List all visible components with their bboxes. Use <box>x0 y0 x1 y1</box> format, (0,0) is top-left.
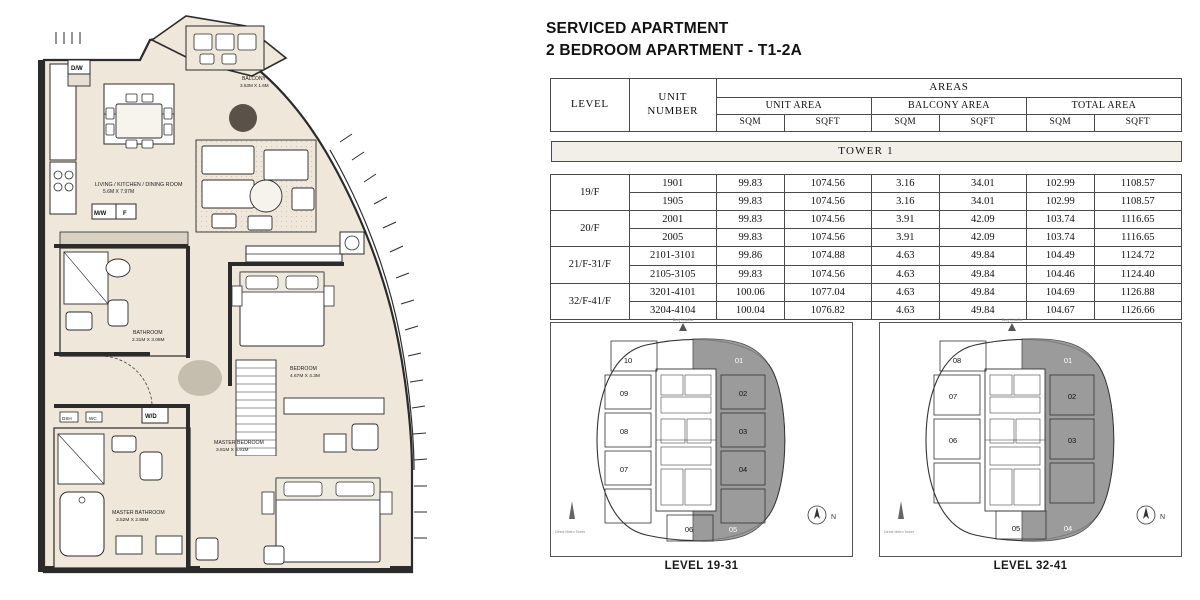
key-plan-left-drawing <box>551 317 852 556</box>
tower-band: TOWER 1 <box>551 141 1182 163</box>
cell-total-sqft: 1124.40 <box>1094 265 1181 283</box>
cell-total-sqft: 1108.57 <box>1094 174 1181 192</box>
cell-unit-sqm: 99.86 <box>716 247 784 265</box>
cell-total-sqm: 104.46 <box>1026 265 1094 283</box>
cell-unit-sqft: 1074.56 <box>784 229 871 247</box>
cell-unit-sqft: 1074.56 <box>784 174 871 192</box>
keyplan-unit-09: 09 <box>619 389 629 398</box>
header-level: LEVEL <box>551 79 630 132</box>
keyplan-unit-05: 05 <box>728 525 738 534</box>
cell-level: 19/F <box>551 174 630 210</box>
key-plan-level-19-31 <box>550 317 853 557</box>
header-total-sqm: SQM <box>1026 115 1094 132</box>
master-bedroom <box>196 440 392 568</box>
tower-note: Direct Metro Tower <box>555 530 586 534</box>
cell-unit-sqft: 1074.88 <box>784 247 871 265</box>
room-dims-bathroom: 2.31M X 3.08M <box>132 338 165 343</box>
header-total-area: TOTAL AREA <box>1026 97 1181 115</box>
header-balcony-area: BALCONY AREA <box>871 97 1026 115</box>
key-plan-caption-right: LEVEL 32-41 <box>993 560 1068 572</box>
cell-balcony-sqm: 4.63 <box>871 283 939 301</box>
cell-total-sqm: 104.67 <box>1026 301 1094 319</box>
landmark-marker-top <box>1002 317 1023 331</box>
cell-unit-sqm: 99.83 <box>716 265 784 283</box>
floor-plan-drawing <box>0 0 520 600</box>
header-unit-sqft: SQFT <box>784 115 871 132</box>
living-furniture <box>196 140 316 232</box>
keyplan-unit-02: 02 <box>738 389 748 398</box>
keyplan-unit-08: 08 <box>952 356 962 365</box>
room-label-master-bedroom: MASTER BEDROOM <box>214 440 264 446</box>
cell-unit: 2101-3101 <box>629 247 716 265</box>
cell-balcony-sqft: 34.01 <box>939 193 1026 211</box>
keyplan-unit-10: 10 <box>623 356 633 365</box>
floor-plan-panel <box>0 0 520 600</box>
cell-balcony-sqft: 49.84 <box>939 283 1026 301</box>
keyplan-unit-06: 06 <box>948 436 958 445</box>
key-plan-caption-left: LEVEL 19-31 <box>664 560 739 572</box>
cell-balcony-sqft: 42.09 <box>939 211 1026 229</box>
cell-unit-sqft: 1076.82 <box>784 301 871 319</box>
room-label-bedroom: BEDROOM <box>290 366 317 372</box>
cell-unit-sqm: 100.04 <box>716 301 784 319</box>
cell-unit-sqft: 1074.56 <box>784 211 871 229</box>
cell-unit-sqft: 1077.04 <box>784 283 871 301</box>
cell-total-sqft: 1126.88 <box>1094 283 1181 301</box>
room-label-bathroom: BATHROOM <box>133 330 163 336</box>
title-line-2: 2 BEDROOM APARTMENT - T1-2A <box>546 42 802 60</box>
cell-balcony-sqm: 3.91 <box>871 229 939 247</box>
header-total-sqft: SQFT <box>1094 115 1181 132</box>
key-plan-right-drawing <box>880 317 1181 556</box>
page-title <box>546 18 802 63</box>
keyplan-unit-05: 05 <box>1011 524 1021 533</box>
appliance-tag-dw: D/W <box>71 66 83 72</box>
keyplan-unit-01: 01 <box>1063 356 1073 365</box>
header-unit-number: UNIT NUMBER <box>629 79 716 132</box>
cell-balcony-sqm: 3.16 <box>871 193 939 211</box>
cell-level: 21/F-31/F <box>551 247 630 283</box>
room-dims-master-bedroom: 3.81M X 5.91M <box>216 448 249 453</box>
cell-unit: 2105-3105 <box>629 265 716 283</box>
bathroom <box>60 248 188 356</box>
cell-balcony-sqm: 4.63 <box>871 301 939 319</box>
header-unit-area: UNIT AREA <box>716 97 871 115</box>
cell-total-sqft: 1116.65 <box>1094 211 1181 229</box>
cell-unit-sqm: 99.83 <box>716 193 784 211</box>
cell-unit-sqft: 1074.56 <box>784 193 871 211</box>
cell-total-sqm: 102.99 <box>1026 174 1094 192</box>
cell-balcony-sqm: 4.63 <box>871 265 939 283</box>
keyplan-unit-08: 08 <box>619 427 629 436</box>
landmark-marker-tower <box>555 501 586 534</box>
header-balcony-sqft: SQFT <box>939 115 1026 132</box>
keyplan-unit-04: 04 <box>738 465 748 474</box>
cell-balcony-sqm: 4.63 <box>871 247 939 265</box>
cell-total-sqft: 1124.72 <box>1094 247 1181 265</box>
room-label-living: LIVING / KITCHEN / DINING ROOM <box>95 182 183 188</box>
cell-unit: 2005 <box>629 229 716 247</box>
table-row <box>551 247 1182 265</box>
table-row <box>551 229 1182 247</box>
cell-balcony-sqm: 3.91 <box>871 211 939 229</box>
cell-level: 20/F <box>551 211 630 247</box>
cell-unit: 1905 <box>629 193 716 211</box>
keyplan-unit-06: 06 <box>684 525 694 534</box>
cell-total-sqm: 103.74 <box>1026 229 1094 247</box>
cell-balcony-sqft: 49.84 <box>939 301 1026 319</box>
cell-balcony-sqft: 49.84 <box>939 265 1026 283</box>
room-label-master-bathroom: MASTER BATHROOM <box>112 510 165 516</box>
cell-total-sqm: 104.69 <box>1026 283 1094 301</box>
cell-unit: 1901 <box>629 174 716 192</box>
north-arrow-icon <box>1137 506 1165 524</box>
table-header-row-1 <box>551 79 1182 98</box>
table-row <box>551 193 1182 211</box>
north-arrow-icon <box>808 506 836 524</box>
key-plan-section <box>550 317 1182 574</box>
room-dims-master-bathroom: 3.52M X 2.85M <box>116 518 149 523</box>
north-label: N <box>1160 514 1166 521</box>
cell-balcony-sqft: 49.84 <box>939 247 1026 265</box>
keyplan-unit-07: 07 <box>619 465 629 474</box>
cell-unit-sqm: 99.83 <box>716 229 784 247</box>
wall-tag-wc: WC <box>89 416 97 421</box>
key-plan-level-32-41 <box>879 317 1182 557</box>
title-line-1: SERVICED APARTMENT <box>546 20 729 37</box>
cell-unit: 3204-4104 <box>629 301 716 319</box>
specification-panel <box>540 0 1200 600</box>
header-areas: AREAS <box>716 79 1181 98</box>
landmark-marker-top <box>673 317 694 331</box>
keyplan-unit-02: 02 <box>1067 392 1077 401</box>
master-bathroom <box>54 428 190 568</box>
room-label-balcony: BALCONY <box>242 76 266 82</box>
header-unit-sqm: SQM <box>716 115 784 132</box>
cell-balcony-sqft: 42.09 <box>939 229 1026 247</box>
cell-unit-sqm: 100.06 <box>716 283 784 301</box>
cell-balcony-sqm: 3.16 <box>871 174 939 192</box>
appliance-tag-f: F <box>123 211 127 217</box>
table-row <box>551 283 1182 301</box>
keyplan-unit-07: 07 <box>948 392 958 401</box>
appliance-tag-mw: M/W <box>94 211 107 217</box>
north-label: N <box>831 514 837 521</box>
table-row <box>551 174 1182 192</box>
tower-band-row <box>551 136 1182 171</box>
landmark-marker-tower <box>884 501 915 534</box>
cell-total-sqm: 104.49 <box>1026 247 1094 265</box>
tower-note: Direct Metro Tower <box>884 530 915 534</box>
cell-balcony-sqft: 34.01 <box>939 174 1026 192</box>
cell-total-sqft: 1126.66 <box>1094 301 1181 319</box>
appliance-tag-wd: W/D <box>145 414 157 420</box>
table-row <box>551 211 1182 229</box>
cell-total-sqft: 1108.57 <box>1094 193 1181 211</box>
cell-total-sqm: 103.74 <box>1026 211 1094 229</box>
room-dims-balcony: 3.53M X 1.6M <box>240 83 269 88</box>
room-dims-bedroom: 4.67M X 4.3M <box>290 374 320 379</box>
cell-unit-sqm: 99.83 <box>716 211 784 229</box>
areas-table <box>550 78 1182 320</box>
keyplan-unit-03: 03 <box>738 427 748 436</box>
cell-unit: 2001 <box>629 211 716 229</box>
room-dims-living: 5.6M X 7.97M <box>103 189 135 195</box>
keyplan-unit-04: 04 <box>1063 524 1073 533</box>
table-row <box>551 265 1182 283</box>
header-balcony-sqm: SQM <box>871 115 939 132</box>
top-note: Burj Khalifa <box>1001 317 1023 322</box>
wall-tag-dsh: DSH <box>62 416 72 421</box>
keyplan-unit-03: 03 <box>1067 436 1077 445</box>
cell-total-sqft: 1116.65 <box>1094 229 1181 247</box>
cell-unit-sqm: 99.83 <box>716 174 784 192</box>
cell-total-sqm: 102.99 <box>1026 193 1094 211</box>
cell-level: 32/F-41/F <box>551 283 630 319</box>
cell-unit: 3201-4101 <box>629 283 716 301</box>
table-row <box>551 301 1182 319</box>
keyplan-unit-01: 01 <box>734 356 744 365</box>
top-note: Burj Khalifa <box>672 317 694 322</box>
cell-unit-sqft: 1074.56 <box>784 265 871 283</box>
